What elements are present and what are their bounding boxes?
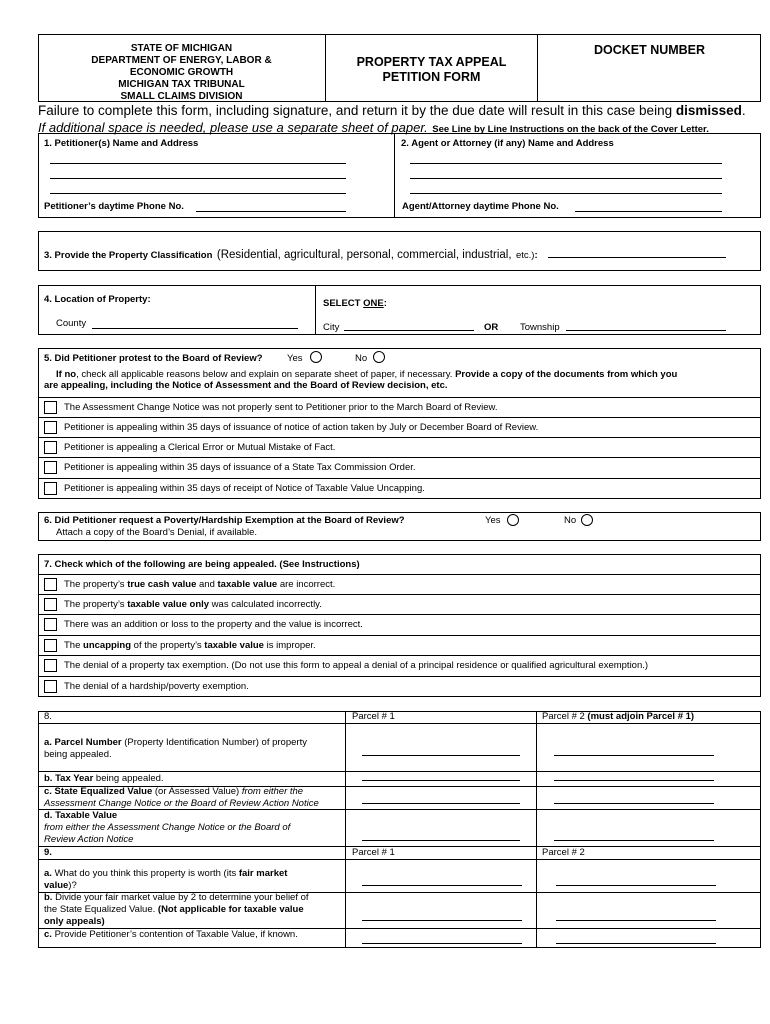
classification-label: 3. Provide the Property Classification (Residential, agricultural, personal, commercial, industrial, etc.): [44,249,538,261]
hardship-no-radio[interactable] [581,514,593,526]
reason-checkbox[interactable] [44,482,57,495]
hardship-yes-radio[interactable] [507,514,519,526]
fmv-label: a. What do you think this property is worth (its fair market [44,868,288,879]
taxable-value-label-2: from either the Assessment Change Notice or the Board of [44,822,291,833]
petitioner-name-line[interactable] [50,163,346,164]
hardship-yes-label: Yes [485,515,501,526]
reason-label: Petitioner is appealing a Clerical Error or Mutual Mistake of Fact. [64,442,336,453]
appeal-item-label: The property’s true cash value and taxable value are incorrect. [64,579,336,590]
parcel-2-fmv-line[interactable] [556,885,716,886]
appeal-item-label: The property’s taxable value only was calculated incorrectly. [64,599,322,610]
appeal-checkbox[interactable] [44,659,57,672]
parcel-2-number-line[interactable] [554,755,714,756]
parcel-1-fmv-line[interactable] [362,885,522,886]
reason-checkbox[interactable] [44,401,57,414]
taxable-value-label: d. Taxable Value [44,810,118,821]
appeal-checkbox[interactable] [44,618,57,631]
docket-number-label: DOCKET NUMBER [593,43,706,57]
protest-no-label: No [355,353,368,364]
protest-no-radio[interactable] [373,351,385,363]
hardship-no-label: No [564,515,577,526]
city-line[interactable] [344,330,474,331]
appeal-item-label: The uncapping of the property’s taxable value is improper. [64,640,316,651]
parcel-1-sev-line[interactable] [362,803,520,804]
agency-line: DEPARTMENT OF ENERGY, LABOR & [91,55,272,66]
petitioner-phone-label: Petitioner’s daytime Phone No. [44,201,184,212]
parcel-1-taxable-contention-line[interactable] [362,943,522,944]
reason-checkbox[interactable] [44,421,57,434]
or-label: OR [484,322,499,333]
tax-year-label: b. Tax Year being appealed. [44,773,164,784]
township-label: Township [520,322,560,333]
parcel-2-tax-year-line[interactable] [554,780,714,781]
agent-phone-label: Agent/Attorney daytime Phone No. [402,201,559,212]
appeal-checkbox[interactable] [44,598,57,611]
reason-label: Petitioner is appealing within 35 days of issuance of notice of action taken by July or December Board of Review. [64,422,539,433]
reason-checkbox[interactable] [44,441,57,454]
reason-checkbox[interactable] [44,461,57,474]
sev-belief-label-2: the State Equalized Value. (Not applicable for taxable value [44,904,304,915]
section-9-number: 9. [44,847,52,858]
parcel-1-header-9: Parcel # 1 [352,847,395,858]
sev-label: c. State Equalized Value (or Assessed Value) from either the [44,786,304,797]
notice-line-1: Failure to complete this form, including signature, and return it by the due date will result in this case being dismissed. [38,103,746,118]
agency-line: STATE OF MICHIGAN [130,43,233,54]
taxable-contention-label: c. Provide Petitioner’s contention of Taxable Value, if known. [44,929,298,940]
township-line[interactable] [566,330,726,331]
agent-name-label: 2. Agent or Attorney (if any) Name and Address [401,138,614,149]
if-no-instructions: If no, check all applicable reasons below and explain on separate sheet of paper, if necessary. Provide a copy of the documents from which you [56,369,678,380]
location-label: 4. Location of Property: [44,294,151,305]
parcel-1-sev-belief-line[interactable] [362,920,522,921]
parcel-number-label-2: being appealed. [44,749,112,760]
reason-label: Petitioner is appealing within 35 days of issuance of a State Tax Commission Order. [64,462,416,473]
protest-yes-label: Yes [287,353,303,364]
agent-address-line-2[interactable] [410,193,722,194]
fmv-label-2: value)? [44,880,77,891]
parcel-2-taxable-line[interactable] [554,840,714,841]
protest-yes-radio[interactable] [310,351,322,363]
parcel-number-label: a. Parcel Number (Property Identification Number) of property [44,737,307,748]
section-8-number: 8. [44,711,52,722]
parcel-2-taxable-contention-line[interactable] [556,943,716,944]
parcel-1-header: Parcel # 1 [352,711,395,722]
parcel-1-tax-year-line[interactable] [362,780,520,781]
parcel-2-header-9: Parcel # 2 [542,847,585,858]
appeal-checkbox[interactable] [44,680,57,693]
agent-phone-line[interactable] [575,211,722,212]
appeal-checkbox[interactable] [44,639,57,652]
hardship-note: Attach a copy of the Board’s Denial, if available. [56,527,258,538]
taxable-value-label-3: Review Action Notice [44,834,134,845]
agency-line: MICHIGAN TAX TRIBUNAL [118,79,245,90]
petitioner-name-label: 1. Petitioner(s) Name and Address [44,138,199,149]
county-line[interactable] [92,328,298,329]
parcel-2-header: Parcel # 2 (must adjoin Parcel # 1) [542,711,695,722]
form-title-line: PROPERTY TAX APPEAL [356,55,507,69]
form-title-line: PETITION FORM [382,70,481,84]
petitioner-phone-line[interactable] [196,211,346,212]
reason-label: The Assessment Change Notice was not properly sent to Petitioner prior to the March Board of Review. [64,402,498,413]
appeal-item-label: There was an addition or loss to the property and the value is incorrect. [64,619,363,630]
parcel-1-taxable-line[interactable] [362,840,520,841]
appeal-item-label: The denial of a property tax exemption. (Do not use this form to appeal a denial of a principal residence or qualified agricultural exemption.) [64,660,649,671]
petitioner-address-line[interactable] [50,178,346,179]
parcel-2-sev-line[interactable] [554,803,714,804]
appeal-checkbox[interactable] [44,578,57,591]
agency-line: ECONOMIC GROWTH [129,67,234,78]
form-title [326,55,537,85]
provide-documents-note: are appealing, including the Notice of Assessment and the Board of Review decision, etc. [44,380,448,391]
county-label: County [56,318,87,329]
petitioner-address-line-2[interactable] [50,193,346,194]
sev-label-2: Assessment Change Notice or the Board of Review Action Notice [44,798,319,809]
agent-address-line[interactable] [410,178,722,179]
appeal-item-label: The denial of a hardship/poverty exemption. [64,681,249,692]
city-label: City [323,322,340,333]
agency-block [40,43,323,103]
parcel-1-number-line[interactable] [362,755,520,756]
protest-question: 5. Did Petitioner protest to the Board of Review? [44,353,263,364]
appeal-type-label: 7. Check which of the following are being appealed. (See Instructions) [44,559,360,570]
reason-label: Petitioner is appealing within 35 days of receipt of Notice of Taxable Value Uncapping. [64,483,425,494]
agency-line: SMALL CLAIMS DIVISION [120,91,243,102]
classification-line[interactable] [548,257,726,258]
agent-name-line[interactable] [410,163,722,164]
select-one-label: SELECT ONE: [323,298,387,309]
notice-line-2: If additional space is needed, please use a separate sheet of paper. See Line by Line Instructions on the back of the Cover Letter. [38,120,709,135]
hardship-question: 6. Did Petitioner request a Poverty/Hardship Exemption at the Board of Review? [44,515,405,526]
sev-belief-label-3: only appeals) [44,916,105,927]
sev-belief-label: b. Divide your fair market value by 2 to determine your belief of [44,892,309,903]
parcel-2-sev-belief-line[interactable] [556,920,716,921]
